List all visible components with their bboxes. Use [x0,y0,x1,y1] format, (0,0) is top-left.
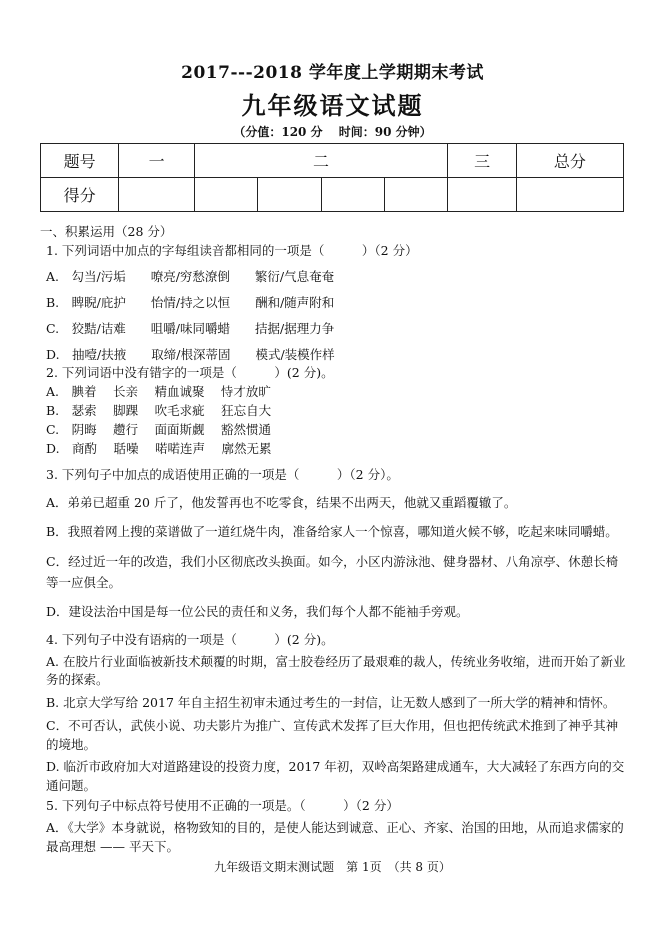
score-cell [516,178,623,212]
header-cell-part-two: 二 [194,144,448,178]
q3-option-d: D．建设法治中国是每一位公民的责任和义务，我们每个人都不能袖手旁观。 [46,604,469,620]
exam-score-info: （分值：120 分 时间：90 分钟） [233,125,432,139]
q2-option-d: D. 商酌 聒噪 喏喏连声 廓然无累 [46,440,272,456]
q3-stem: 3. 下列句子中加点的成语使用正确的一项是（ ）（2 分）。 [46,466,399,482]
header-cell-total: 总分 [516,144,623,178]
q4-option-a: A. 在胶片行业面临被新技术颠覆的时期，富士胶卷经历了最艰难的裁人，传统业务收缩，进而开始了新业务的探索。 [46,653,626,688]
header-cell-part-three: 三 [448,144,516,178]
section-heading: 一、积累运用（28 分） [40,224,173,239]
score-cell [448,178,516,212]
header-cell-question-number: 题号 [41,144,119,178]
q4-stem: 4. 下列句子中没有语病的一项是（ ）(2 分)。 [46,631,334,647]
q1-option-a: A. 勾当/污垢 嘹亮/穷愁潦倒 繁衍/气息奄奄 [46,268,335,284]
q5-stem: 5. 下列句子中标点符号使用不正确的一项是。（ ）（2 分） [46,797,399,813]
exam-title-subject: 九年级语文试题 [241,91,424,120]
q5-option-a: A．《大学》本身就说，格物致知的目的，是使人能达到诚意、正心、齐家、治国的田地，从而追求儒家的最高理想 —— 平天下。 [46,819,624,854]
q4-option-c: C．不可否认，武侠小说、功夫影片为推广、宣传武术发挥了巨大作用，但也把传统武术推到了神乎其神的境地。 [46,717,619,752]
q3-option-c: C．经过近一年的改造，我们小区彻底改头换面。如今，小区内游泳池、健身器材、八角凉亭、休憩长椅等一应俱全。 [46,553,619,590]
score-table-score-row [41,178,624,212]
q1-option-b: B. 睥睨/庇护 怡情/持之以恒 酬和/随声附和 [46,294,335,310]
q3-option-a: A．弟弟已超重 20 斤了，他发誓再也不吃零食，结果不出两天，他就又重蹈覆辙了。 [46,494,517,510]
q2-option-a: A. 腆着 长亲 精血诚聚 恃才放旷 [46,384,271,400]
score-cell [321,178,384,212]
score-cell [194,178,257,212]
q4-option-b: B. 北京大学写给 2017 年自主招生初审未通过考生的一封信，让无数人感到了一所大学的精神和情怀。 [46,695,616,711]
header-cell-part-one: 一 [119,144,194,178]
score-table [40,143,624,212]
score-cell [119,178,194,212]
q2-option-b: B. 瑟索 脚踝 吹毛求疵 狂忘自大 [46,403,272,419]
q2-option-c: C. 阴晦 趱行 面面斯觑 豁然惯通 [46,422,272,437]
score-cell [384,178,447,212]
exam-title-year: 2017---2018 学年度上学期期末考试 [181,63,484,83]
q3-option-b: B．我照着网上搜的菜谱做了一道红烧牛肉，准备给家人一个惊喜，哪知道火候不够，吃起来味同嚼蜡。 [46,524,618,540]
q2-stem: 2. 下列词语中没有错字的一项是（ ）(2 分)。 [46,365,334,381]
q4-option-d: D. 临沂市政府加大对道路建设的投资力度，2017 年初，双岭高架路建成通车，大大减轻了东西方向的交通问题。 [46,759,625,794]
question-list [46,243,626,856]
q1-option-c: C. 狡黠/诘难 咀嚼/味同嚼蜡 拮据/据理力争 [46,320,335,336]
q1-stem: 1. 下列词语中加点的字每组读音都相同的一项是（ ）（2 分） [46,243,418,258]
page-footer: 九年级语文期末测试题 第 1页 （共 8 页） [214,860,451,874]
score-table-header-row [41,144,624,178]
score-row-label: 得分 [41,178,119,212]
score-cell [258,178,321,212]
q1-option-d: D. 抽噎/扶掖 取缔/根深蒂固 模式/装模作样 [46,346,335,362]
